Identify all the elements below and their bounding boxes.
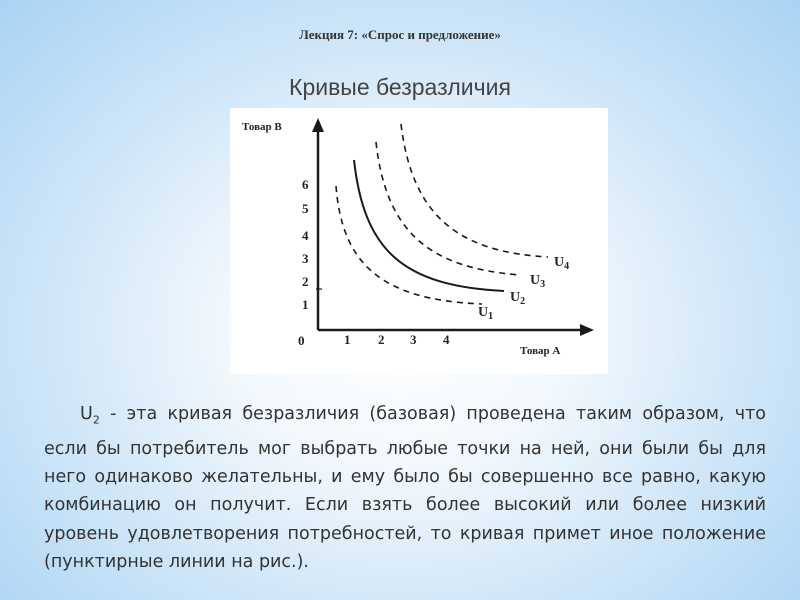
y-tick-label: 1 [302, 297, 309, 312]
x-tick-label: 1 [344, 332, 351, 347]
lecture-title: Лекция 7: «Спрос и предложение» [299, 27, 501, 42]
curve-u2 [354, 160, 504, 291]
curve-u3 [376, 142, 520, 275]
y-axis-arrow [312, 118, 324, 132]
y-tick-label: 5 [302, 201, 309, 216]
x-tick-label: 2 [378, 332, 385, 347]
y-tick-label: 6 [302, 177, 309, 192]
y-axis-label: Товар B [242, 121, 282, 133]
explanation-paragraph [44, 400, 766, 576]
curve-label-u1: $U_1$ [478, 305, 494, 322]
y-tick-label: 2 [302, 274, 309, 289]
lead-symbol: U [80, 404, 93, 424]
curve-u4 [401, 124, 548, 257]
x-axis-label: Товар А [520, 345, 561, 357]
curve-label-u2: $U_2$ [510, 290, 526, 307]
indifference-curves-diagram [230, 108, 608, 374]
x-tick-label: 4 [443, 332, 450, 347]
curve-label-u4: $U_4$ [554, 255, 570, 272]
y-tick-label: 4 [302, 228, 309, 243]
x-tick-label: 3 [410, 332, 417, 347]
explanation-text: - эта кривая безразличия (базовая) проведена таким образом, что если бы потребитель мог выбрать любые точки на ней, они были бы для него одинаково желательны, и ему было бы совершенно все равно, какую комбинацию он получит. Если взять более высокий или более низкий уровень удовлетворения потребностей, то кривая примет иное положение (пунктирные линии на рис.). [44, 404, 766, 572]
indifference-curves-figure [230, 108, 608, 374]
lead-symbol-subscript: 2 [92, 413, 100, 427]
slide-heading: Кривые безразличия [289, 74, 511, 100]
curve-label-u3: $U_3$ [530, 273, 546, 290]
origin-label: 0 [298, 333, 305, 348]
y-tick-label: 3 [302, 251, 309, 266]
x-axis-arrow [580, 324, 594, 336]
